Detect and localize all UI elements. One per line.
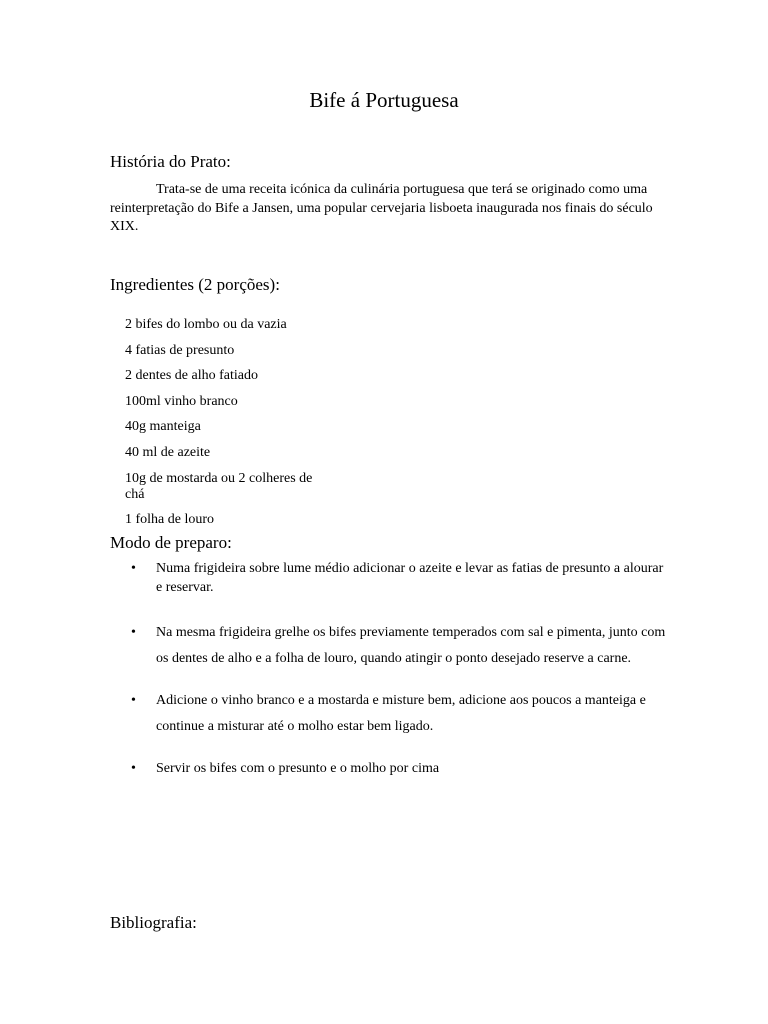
ingredients-heading: Ingredientes (2 porções): <box>110 275 280 294</box>
history-heading: História do Prato: <box>110 152 231 171</box>
ingredient-item: 40g manteiga <box>125 419 201 435</box>
preparation-step-text: Numa frigideira sobre lume médio adicionar o azeite e levar as fatias de presunto a alourar e reservar. <box>156 561 664 595</box>
ingredient-item: 2 dentes de alho fatiado <box>125 368 258 384</box>
document-title: Bife á Portuguesa <box>309 88 459 112</box>
bullet-icon: • <box>131 625 136 640</box>
ingredient-item: 100ml vinho branco <box>125 393 238 409</box>
history-paragraph: Trata-se de uma receita icónica da culinária portuguesa que terá se originado como uma reinterpretação do Bife a Jansen, uma popular cervejaria lisboeta inaugurada nos finais do século XIX. <box>110 182 653 234</box>
bibliography-heading: Bibliografia: <box>110 913 197 932</box>
preparation-step-text: Adicione o vinho branco e a mostarda e misture bem, adicione aos poucos a manteiga e continue a misturar até o molho estar bem ligado. <box>156 693 646 734</box>
ingredient-item: 2 bifes do lombo ou da vazia <box>125 317 287 332</box>
preparation-steps-list <box>110 560 670 782</box>
preparation-step-text: Na mesma frigideira grelhe os bifes previamente temperados com sal e pimenta, junto com os dentes de alho e a folha de louro, quando atingir o ponto desejado reserve a carne. <box>156 625 666 666</box>
ingredient-item: 4 fatias de presunto <box>125 342 235 358</box>
preparation-heading: Modo de preparo: <box>110 533 232 552</box>
bullet-icon: • <box>131 761 136 776</box>
preparation-step-text: Servir os bifes com o presunto e o molho por cima <box>156 761 440 776</box>
preparation-step <box>110 560 670 597</box>
preparation-step <box>110 688 670 739</box>
preparation-step <box>110 620 670 671</box>
bullet-icon: • <box>131 561 136 576</box>
ingredient-item: 10g de mostarda ou 2 colheres de chá <box>125 470 313 502</box>
preparation-step <box>110 756 670 782</box>
ingredient-item: 40 ml de azeite <box>125 444 211 460</box>
ingredients-list <box>125 317 325 538</box>
ingredient-item: 1 folha de louro <box>125 512 215 528</box>
bullet-icon: • <box>131 693 136 708</box>
